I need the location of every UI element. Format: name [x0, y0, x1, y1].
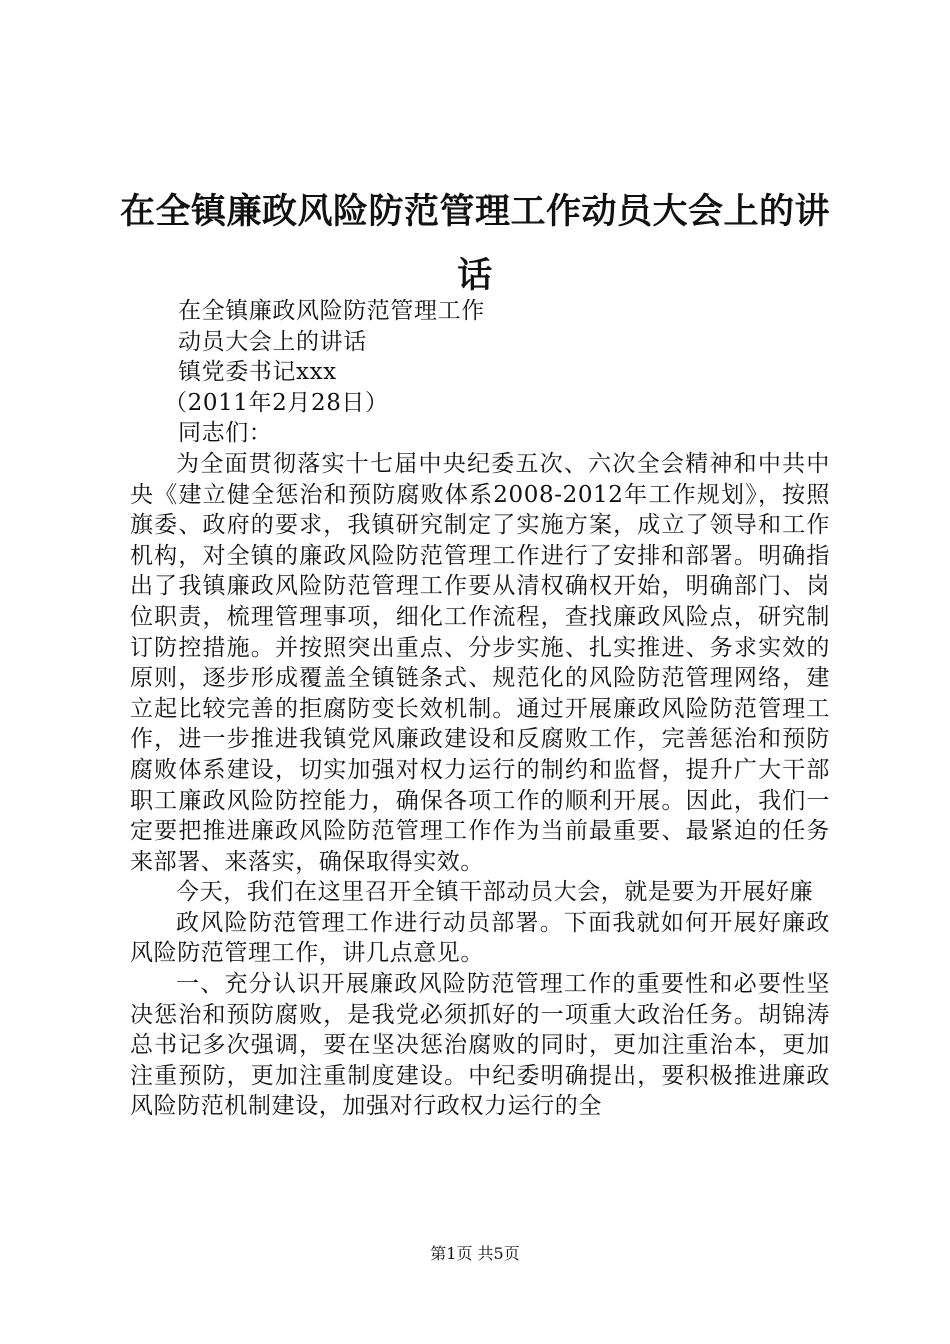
document-body: [130, 296, 830, 1122]
header-line-salutation: 同志们：: [178, 420, 273, 447]
header-line-title-part1: 在全镇廉政风险防范管理工作: [178, 298, 485, 324]
paragraph: 为全面贯彻落实十七届中央纪委五次、六次全会精神和中共中央《建立健全惩治和预防腐败体系2008-2012年工作规划》，按照旗委、政府的要求，我镇研究制定了实施方案，成立了领导和工作机构，对全镇的廉政风险防范管理工作进行了安排和部署。明确指出了我镇廉政风险防范管理工作要从清权确权开始，明确部门、岗位职责，梳理管理事项，细化工作流程，查找廉政风险点，研究制订防控措施。并按照突出重点、分步实施、扎实推进、务求实效的原则，逐步形成覆盖全镇链条式、规范化的风险防范管理网络，建立起比较完善的拒腐防变长效机制。通过开展廉政风险防范管理工作，进一步推进我镇党风廉政建设和反腐败工作，完善惩治和预防腐败体系建设，切实加强对权力运行的制约和监督，提升广大干部职工廉政风险防控能力，确保各项工作的顺利开展。因此，我们一定要把推进廉政风险防范管理工作作为当前最重要、最紧迫的任务来部署、来落实，确保取得实效。: [130, 450, 830, 875]
paragraph: 一、充分认识开展廉政风险防范管理工作的重要性和必要性坚决惩治和预防腐败，是我党必须抓好的一项重大政治任务。胡锦涛总书记多次强调，要在坚决惩治腐败的同时，更加注重治本，更加注重预防，更加注重制度建设。中纪委明确提出，要积极推进廉政风险防范机制建设，加强对行政权力运行的全: [130, 971, 830, 1120]
paragraph: 政风险防范管理工作进行动员部署。下面我就如何开展好廉政风险防范管理工作，讲几点意见。: [130, 909, 830, 967]
paragraph: 今天，我们在这里召开全镇干部动员大会，就是要为开展好廉: [176, 879, 814, 906]
header-line-date: （2011年2月28日）: [164, 389, 389, 416]
page-footer: 第1页 共5页: [430, 1244, 520, 1263]
header-line-title-part2: 动员大会上的讲话: [178, 328, 367, 355]
document-title: 在全镇廉政风险防范管理工作动员大会上的讲 话: [120, 192, 831, 296]
header-line-speaker: 镇党委书记xxx: [178, 359, 337, 386]
